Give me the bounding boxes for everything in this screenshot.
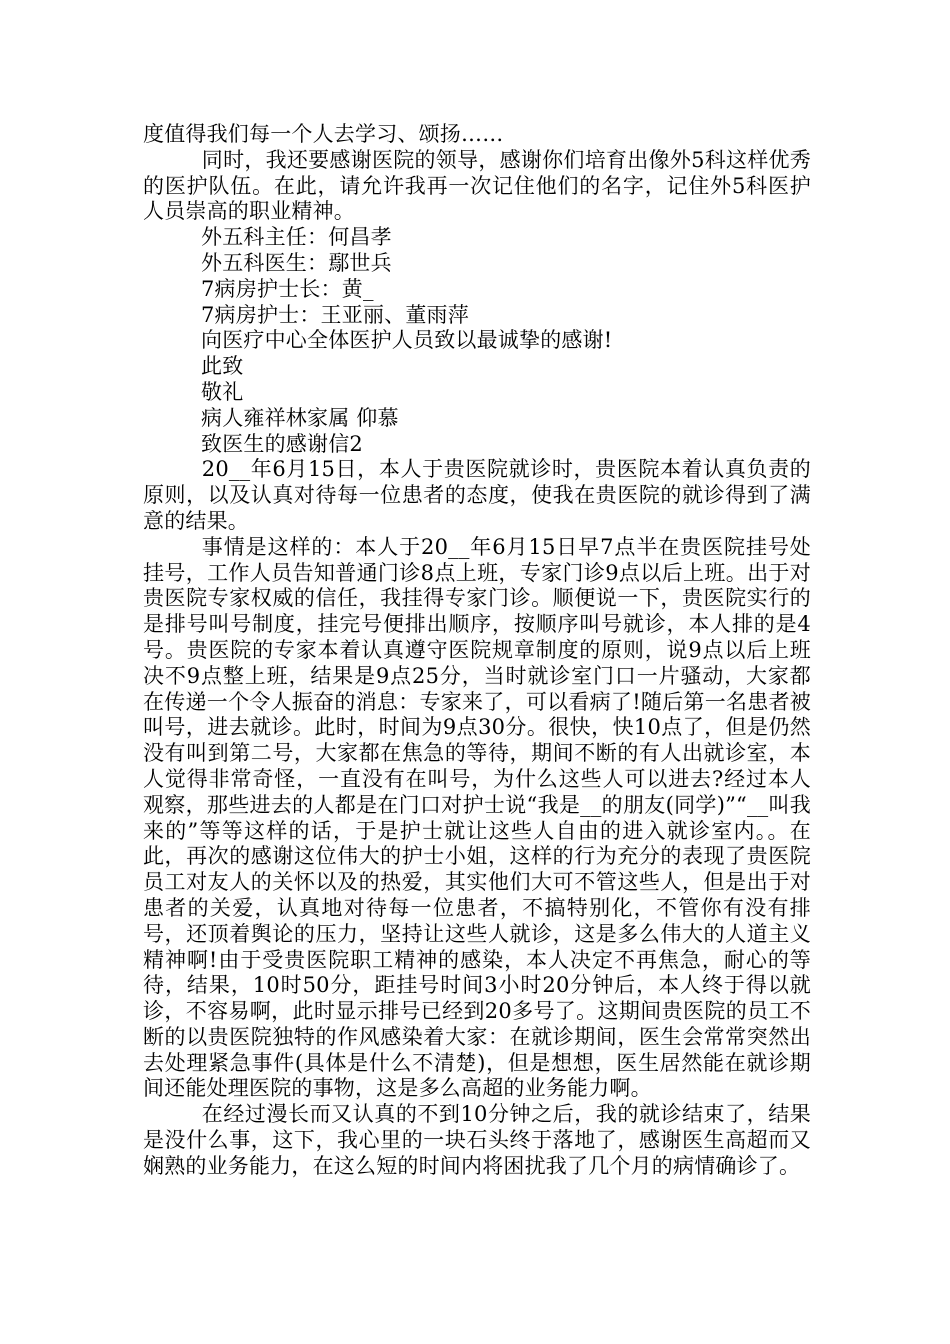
section-heading: 致医生的感谢信2 <box>201 431 363 456</box>
paragraph-intro: 20__年6月15日，本人于贵医院就诊时，贵医院本着认真负责的原则，以及认真对待每一位患者的态度，使我在贵医院的就诊得到了满意的结果。 <box>143 457 811 533</box>
paragraph-conclusion: 在经过漫长而又认真的不到10分钟之后，我的就诊结束了，结果是没什么事，这下，我心里的一块石头终于落地了，感谢医生高超而又娴熟的业务能力，在这么短的时间内将困扰我了几个月的病情确诊了。 <box>143 1102 811 1178</box>
closing-jingli: 敬礼 <box>201 379 244 404</box>
staff-head-nurse: 7病房护士长：黄_ <box>201 276 374 301</box>
closing-cizhi: 此致 <box>201 354 244 379</box>
staff-doctor: 外五科医生：鄢世兵 <box>201 250 392 275</box>
paragraph-continuation: 度值得我们每一个人去学习、颂扬…… <box>143 122 504 146</box>
paragraph-story: 事情是这样的：本人于20__年6月15日早7点半在贵医院挂号处挂号，工作人员告知普通门诊8点上班，专家门诊9点以后上班。出于对贵医院专家权威的信任，我挂得专家门诊。顺便说一下，贵医院实行的是排号叫号制度，挂完号便排出顺序，按顺序叫号就诊，本人排的是4号。贵医院的专家本着认真遵守医院规章制度的原则，说9点以后上班决不9点整上班，结果是9点25分，当时就诊室门口一片骚动，大家都在传递一个令人振奋的消息：专家来了，可以看病了!随后第一名患者被叫号，进去就诊。此时，时间为9点30分。很快，快10点了，但是仍然没有叫到第二号，大家都在焦急的等待，期间不断的有人出就诊室，本人觉得非常奇怪，一直没有在叫号，为什么这些人可以进去?经过本人观察，那些进去的人都是在门口对护士说“我是__的朋友(同学)”“__叫我来的”等等这样的话，于是护士就让这些人自由的进入就诊室内。。在此，再次的感谢这位伟大的护士小姐，这样的行为充分的表现了贵医院员工对友人的关怀以及的热爱，其实他们大可不管这些人，但是出于对患者的关爱，认真地对待每一位患者，不搞特别化，不管你有没有排号，还顶着舆论的压力，坚持让这些人就诊，这是多么伟大的人道主义精神啊!由于受贵医院职工精神的感染，本人决定不再焦急，耐心的等待，结果，10时50分，距挂号时间3小时20分钟后，本人终于得以就诊，不容易啊，此时显示排号已经到20多号了。这期间贵医院的员工不断的以贵医院独特的作风感染着大家：在就诊期间，医生会常常突然出去处理紧急事件(具体是什么不清楚)，但是想想，医生居然能在就诊期间还能处理医院的事物，这是多么高超的业务能力啊。 <box>143 534 811 1101</box>
gratitude-line: 向医疗中心全体医护人员致以最诚挚的感谢! <box>201 328 613 353</box>
staff-nurses: 7病房护士：王亚丽、董雨萍 <box>201 302 469 327</box>
document-page <box>143 122 811 1180</box>
signature-line: 病人雍祥林家属 仰慕 <box>201 405 399 430</box>
paragraph-thanks-leadership: 同时，我还要感谢医院的领导，感谢你们培育出像外5科这样优秀的医护队伍。在此，请允许我再一次记住他们的名字，记住外5科医护人员崇高的职业精神。 <box>143 147 811 224</box>
staff-director: 外五科主任：何昌孝 <box>201 225 392 250</box>
